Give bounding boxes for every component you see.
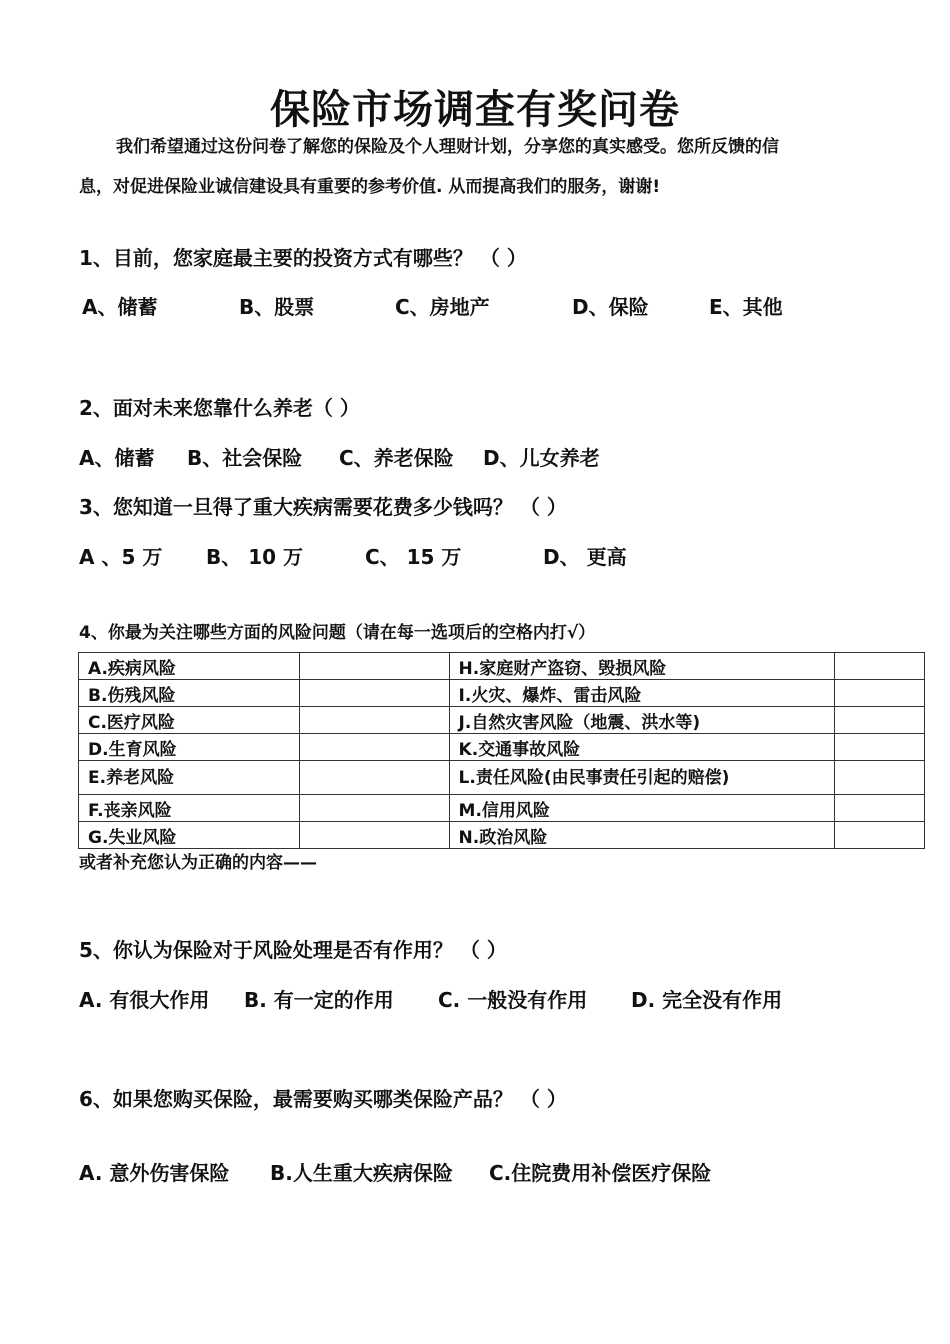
risk-item-k: K.交通事故风险 [449,734,835,761]
q1-option-c[interactable]: C、房地产 [395,295,490,319]
risk-table [78,652,925,849]
q1-option-e[interactable]: E、其他 [709,295,783,319]
table-row [79,707,925,734]
check-cell-d[interactable] [299,734,449,761]
check-cell-n[interactable] [835,822,925,849]
risk-item-g: G.失业风险 [79,822,300,849]
risk-item-f: F.丧亲风险 [79,795,300,822]
q6-option-b[interactable]: B.人生重大疾病保险 [270,1161,453,1185]
risk-item-h: H.家庭财产盗窃、毁损风险 [449,653,835,680]
risk-item-i: I.火灾、爆炸、雷击风险 [449,680,835,707]
check-cell-g[interactable] [299,822,449,849]
check-cell-a[interactable] [299,653,449,680]
table-row [79,761,925,795]
q2-option-b[interactable]: B、社会保险 [187,446,303,470]
q1-option-a[interactable]: A、储蓄 [82,295,158,319]
question-6: 6、如果您购买保险，最需要购买哪类保险产品？ （ ） [79,1087,567,1111]
intro-line-1: 我们希望通过这份问卷了解您的保险及个人理财计划，分享您的真实感受。您所反馈的信 [116,137,779,157]
q5-option-b[interactable]: B. 有一定的作用 [244,988,394,1012]
q6-option-c[interactable]: C.住院费用补偿医疗保险 [489,1161,712,1185]
question-5: 5、你认为保险对于风险处理是否有作用？ （ ） [79,938,507,962]
check-cell-m[interactable] [835,795,925,822]
question-4: 4、你最为关注哪些方面的风险问题（请在每一选项后的空格内打√） [79,623,596,643]
check-cell-k[interactable] [835,734,925,761]
check-cell-f[interactable] [299,795,449,822]
question-2: 2、面对未来您靠什么养老（ ） [79,396,360,420]
table-row [79,680,925,707]
risk-item-b: B.伤残风险 [79,680,300,707]
q3-option-a[interactable]: A 、5 万 [79,545,163,569]
table-row [79,734,925,761]
q1-option-d[interactable]: D、保险 [572,295,649,319]
table-row [79,822,925,849]
risk-item-l: L.责任风险(由民事责任引起的赔偿) [449,761,835,795]
q5-option-a[interactable]: A. 有很大作用 [79,988,210,1012]
q1-option-b[interactable]: B、股票 [239,295,315,319]
q2-option-d[interactable]: D、儿女养老 [483,446,600,470]
intro-line-2: 息，对促进保险业诚信建设具有重要的参考价值. 从而提高我们的服务，谢谢! [79,177,661,197]
risk-item-e: E.养老风险 [79,761,300,795]
check-cell-j[interactable] [835,707,925,734]
q5-option-c[interactable]: C. 一般没有作用 [438,988,588,1012]
supplement-prompt: 或者补充您认为正确的内容—— [79,853,317,873]
page-title: 保险市场调查有奖问卷 [270,87,680,133]
q3-option-d[interactable]: D、 更高 [543,545,627,569]
risk-item-n: N.政治风险 [449,822,835,849]
check-cell-e[interactable] [299,761,449,795]
question-3: 3、您知道一旦得了重大疾病需要花费多少钱吗？ （ ） [79,495,567,519]
risk-item-c: C.医疗风险 [79,707,300,734]
check-cell-i[interactable] [835,680,925,707]
check-cell-c[interactable] [299,707,449,734]
q3-option-c[interactable]: C、 15 万 [365,545,462,569]
risk-item-a: A.疾病风险 [79,653,300,680]
check-cell-b[interactable] [299,680,449,707]
check-cell-h[interactable] [835,653,925,680]
risk-item-j: J.自然灾害风险（地震、洪水等) [449,707,835,734]
q5-option-d[interactable]: D. 完全没有作用 [631,988,783,1012]
risk-item-m: M.信用风险 [449,795,835,822]
question-1: 1、目前，您家庭最主要的投资方式有哪些？ （ ） [79,246,527,270]
table-row [79,653,925,680]
q3-option-b[interactable]: B、 10 万 [206,545,304,569]
q6-option-a[interactable]: A. 意外伤害保险 [79,1161,230,1185]
table-row [79,795,925,822]
q2-option-a[interactable]: A、储蓄 [79,446,155,470]
risk-item-d: D.生育风险 [79,734,300,761]
q2-option-c[interactable]: C、养老保险 [339,446,454,470]
check-cell-l[interactable] [835,761,925,795]
